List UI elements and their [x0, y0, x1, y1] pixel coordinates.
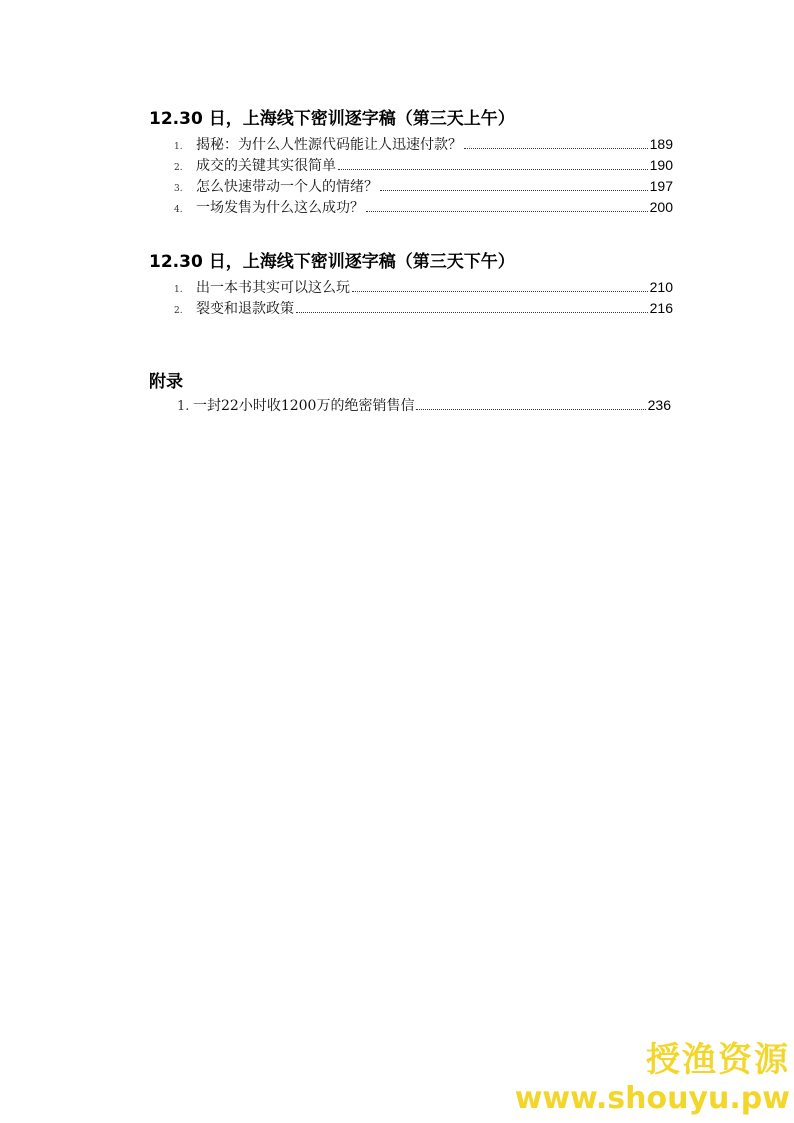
entry-title: 成交的关键其实很简单 [196, 158, 336, 174]
watermark-brand: 授渔资源 [646, 1040, 790, 1080]
toc-entry[interactable] [149, 298, 673, 319]
entry-number: 3. [174, 184, 183, 194]
toc-entry[interactable] [149, 277, 673, 298]
toc-section-day3-afternoon [149, 251, 673, 319]
entry-title: 揭秘：为什么人性源代码能让人迅速付款？ [196, 137, 462, 153]
toc-entry[interactable] [149, 395, 671, 416]
toc-section-day3-morning [149, 108, 673, 218]
toc-entry[interactable] [149, 197, 673, 218]
dot-leader [338, 168, 648, 170]
toc-entry[interactable] [149, 134, 673, 155]
dot-leader [380, 189, 648, 191]
section-title: 12.30 日，上海线下密训逐字稿（第三天上午） [149, 109, 515, 129]
toc-list [149, 134, 673, 218]
dot-leader [366, 210, 648, 212]
page-number: 189 [649, 136, 673, 152]
page-number: 190 [649, 157, 673, 173]
entry-number: 1. [174, 142, 183, 152]
toc-entry[interactable] [149, 155, 673, 176]
watermark [514, 1039, 794, 1117]
entry-number: 1. [177, 399, 190, 414]
dot-leader [464, 147, 648, 149]
section-title: 12.30 日，上海线下密训逐字稿（第三天下午） [149, 252, 515, 272]
page-number: 210 [649, 279, 673, 295]
page-number: 200 [649, 199, 673, 215]
entry-title: 一封22小时收1200万的绝密销售信 [193, 398, 415, 414]
page-number: 197 [649, 178, 673, 194]
appendix-title: 附录 [149, 372, 183, 392]
entry-title: 出一本书其实可以这么玩 [196, 280, 350, 296]
toc-list [149, 395, 671, 416]
entry-number: 4. [174, 205, 183, 215]
entry-number: 1. [174, 285, 183, 295]
dot-leader [352, 290, 648, 292]
entry-number: 2. [174, 163, 183, 173]
entry-number: 2. [174, 306, 183, 316]
page-number: 236 [647, 397, 671, 413]
page-number: 216 [649, 300, 673, 316]
dot-leader [416, 408, 645, 410]
entry-title: 怎么快速带动一个人的情绪？ [196, 179, 378, 195]
entry-title: 一场发售为什么这么成功？ [196, 200, 364, 216]
watermark-url: www.shouyu.pw [514, 1081, 790, 1116]
toc-section-appendix [149, 371, 671, 416]
toc-list [149, 277, 673, 319]
toc-entry[interactable] [149, 176, 673, 197]
dot-leader [296, 311, 648, 313]
entry-title: 裂变和退款政策 [196, 301, 294, 317]
